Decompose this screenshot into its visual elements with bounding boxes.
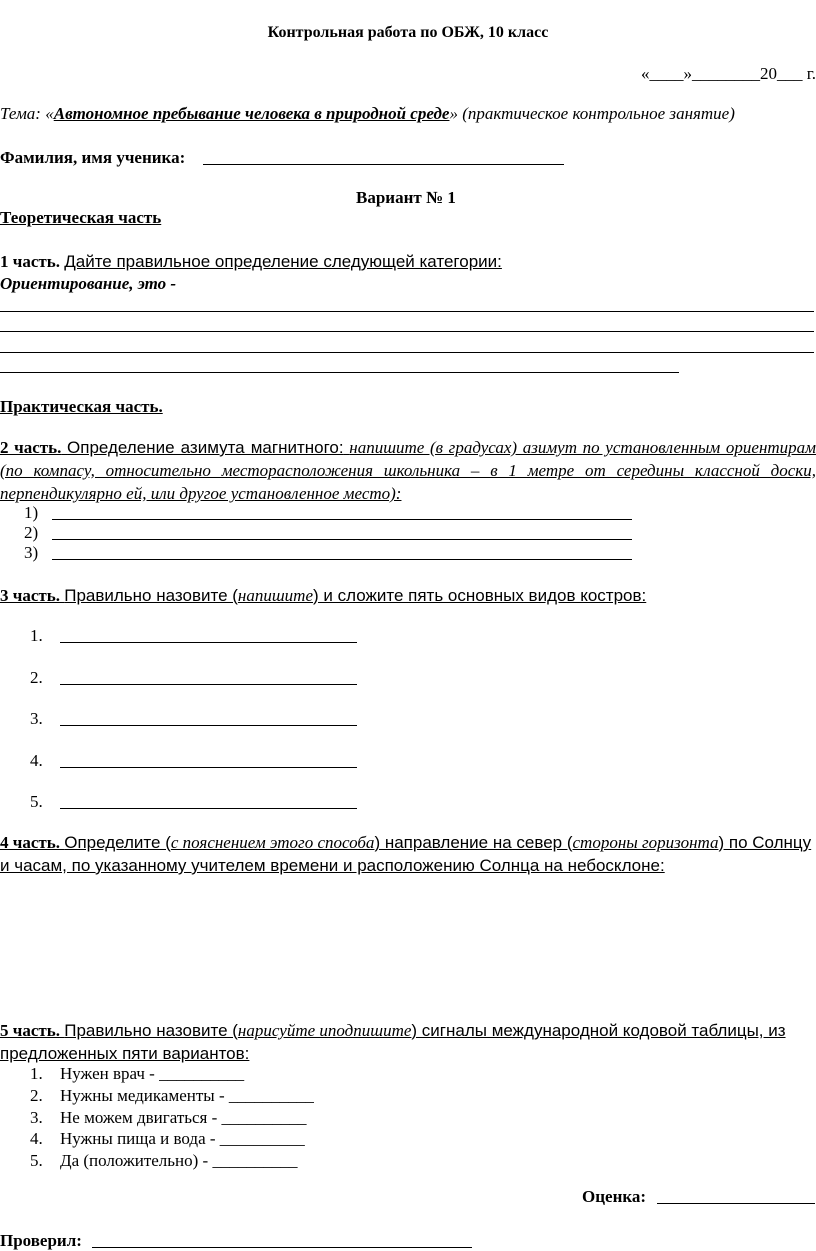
answer-line-4[interactable] xyxy=(0,372,679,373)
topic-line xyxy=(0,104,735,124)
signal-item: Нужен врач - __________ xyxy=(60,1064,245,1083)
part3-item-num: 1. xyxy=(30,626,43,645)
part2-text: Определение азимута магнитного: xyxy=(67,438,344,457)
grade-field[interactable] xyxy=(657,1203,815,1204)
part1-text: Дайте правильное определение следующей категории: xyxy=(64,252,502,271)
part4-t2: с пояснением этого способа xyxy=(170,833,375,852)
signal-item-num: 1. xyxy=(30,1064,43,1083)
student-name-field[interactable] xyxy=(203,164,564,165)
signal-item-num: 2. xyxy=(30,1086,43,1105)
part4-task xyxy=(0,833,811,853)
grade-label: Оценка: xyxy=(582,1187,647,1206)
part3-text-a: Правильно назовите ( xyxy=(64,586,238,605)
page-title: Контрольная работа по ОБЖ, 10 класс xyxy=(267,24,549,41)
signal-item: Да (положительно) - __________ xyxy=(60,1151,298,1170)
answer-line-2[interactable] xyxy=(0,331,814,332)
part3-answer-line[interactable] xyxy=(60,642,357,643)
signal-item-num: 4. xyxy=(30,1129,43,1148)
part2-item-num: 3) xyxy=(24,543,39,562)
part3-task xyxy=(0,586,646,606)
theory-heading: Теоретическая часть xyxy=(0,208,162,227)
part4-label: 4 часть. xyxy=(0,833,60,852)
part4-task-line2: и часам, по указанному учителем времени и расположению Солнца на небосклоне: xyxy=(0,856,665,875)
practice-heading: Практическая часть. xyxy=(0,397,163,416)
part4-t4: стороны горизонта xyxy=(572,833,719,852)
part1-label: 1 часть. xyxy=(0,252,60,271)
part3-text-i: напишите xyxy=(237,586,313,605)
part3-answer-line[interactable] xyxy=(60,808,357,809)
topic-suffix: » (практическое контрольное занятие) xyxy=(449,104,735,123)
part2-answer-line[interactable] xyxy=(52,519,632,520)
part2-task xyxy=(0,436,816,505)
topic-prefix: Тема: « xyxy=(0,104,54,123)
part5-t2: нарисуйте иподпишите xyxy=(237,1021,412,1040)
part3-text-b: ) и сложите пять основных видов костров: xyxy=(313,586,647,605)
part5-t1: Правильно назовите ( xyxy=(64,1021,238,1040)
part4-t3: ) направление на север ( xyxy=(374,833,573,852)
part2-item-num: 2) xyxy=(24,523,39,542)
part1-task xyxy=(0,252,502,272)
part3-item-num: 4. xyxy=(30,751,43,770)
part5-t3: ) сигналы международной кодовой таблицы, из xyxy=(411,1021,786,1040)
part2-note: напишите (в градусах) азимут по установленным ориентирам (по компасу, относительно месторасположения школьника – в 1 метре от середины классной доски, перпендикулярно ей, или другое установленное место): xyxy=(0,438,816,503)
signal-item: Нужны пища и вода - __________ xyxy=(60,1129,305,1148)
part3-answer-line[interactable] xyxy=(60,767,357,768)
part3-item-num: 3. xyxy=(30,709,43,728)
part3-item-num: 5. xyxy=(30,792,43,811)
part2-label: 2 часть. xyxy=(0,438,62,457)
part1-term: Ориентирование, это - xyxy=(0,274,177,293)
part4-t5: ) по Солнцу xyxy=(718,833,812,852)
signal-item-num: 3. xyxy=(30,1108,43,1127)
checked-by-label: Проверил: xyxy=(0,1231,82,1250)
answer-line-1[interactable] xyxy=(0,311,814,312)
part2-item-num: 1) xyxy=(24,503,39,522)
part2-answer-line[interactable] xyxy=(52,559,632,560)
part3-item-num: 2. xyxy=(30,668,43,687)
checked-by-field[interactable] xyxy=(92,1247,472,1248)
part3-answer-line[interactable] xyxy=(60,684,357,685)
part3-answer-line[interactable] xyxy=(60,725,357,726)
signal-item: Нужны медикаменты - __________ xyxy=(60,1086,314,1105)
answer-line-3[interactable] xyxy=(0,352,814,353)
part5-label: 5 часть. xyxy=(0,1021,60,1040)
topic-name: Автономное пребывание человека в природной среде xyxy=(53,104,450,123)
part5-task-line2: предложенных пяти вариантов: xyxy=(0,1044,250,1063)
part2-answer-line[interactable] xyxy=(52,539,632,540)
signal-item-num: 5. xyxy=(30,1151,43,1170)
date-line: «____»________20___ г. xyxy=(640,64,816,83)
signal-item: Не можем двигаться - __________ xyxy=(60,1108,307,1127)
part5-task xyxy=(0,1021,816,1041)
variant-heading: Вариант № 1 xyxy=(356,188,456,207)
student-name-label: Фамилия, имя ученика: xyxy=(0,148,186,167)
part3-label: 3 часть. xyxy=(0,586,60,605)
part4-t1: Определите ( xyxy=(64,833,171,852)
